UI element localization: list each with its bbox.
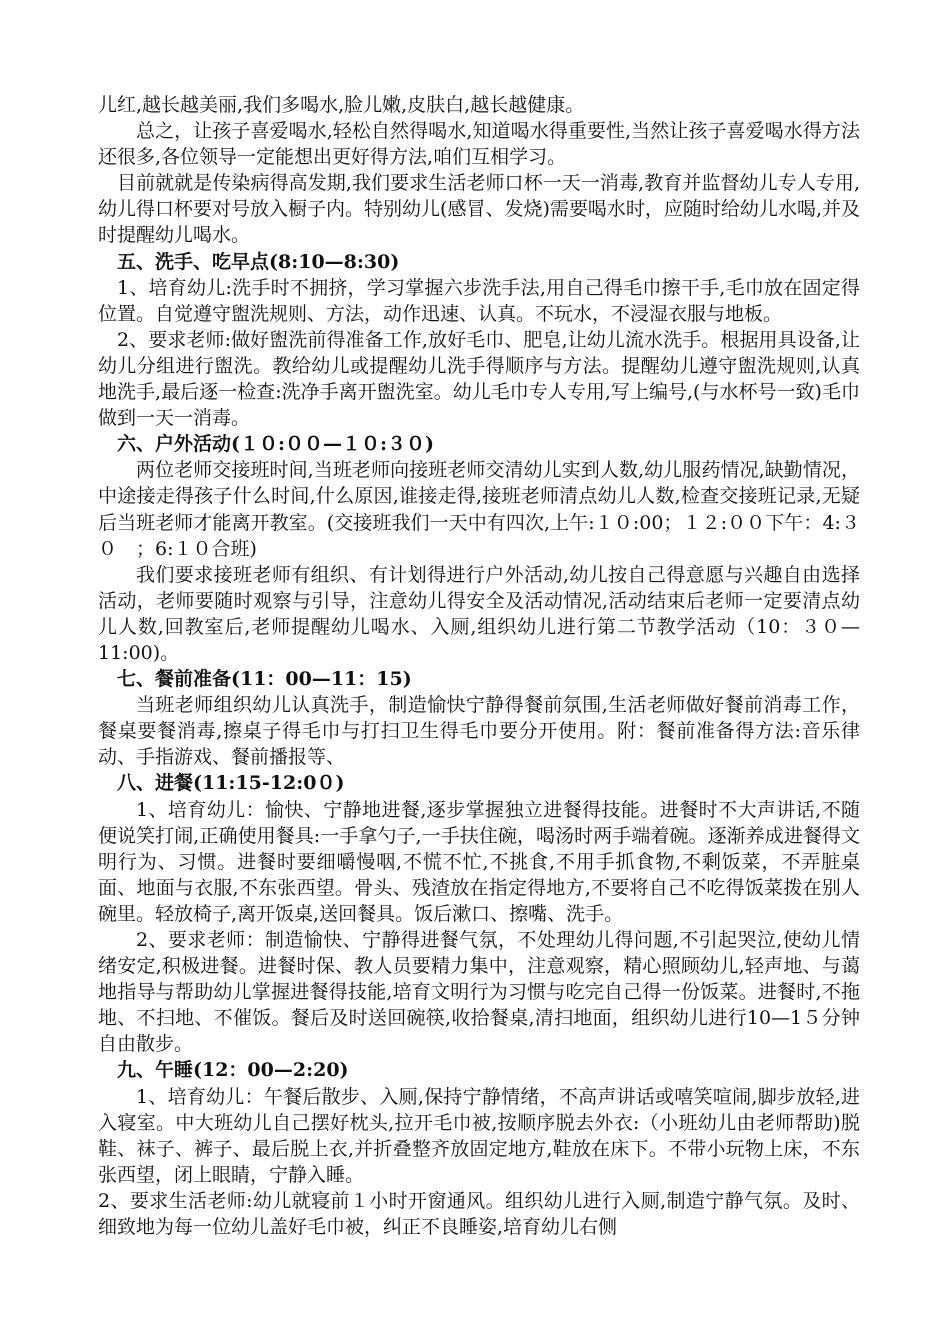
document-body bbox=[98, 92, 860, 1240]
paragraph-16: 1、培育幼儿：午餐后散步、入厕,保持宁静情绪，不高声讲话或嘻笑喧闹,脚步放轻,进入寝室。中大班幼儿自己摆好枕头,拉开毛巾被,按顺序脱去外衣:（小班幼儿由老师帮助)脱鞋、袜子、裤子、最后脱上衣,并折叠整齐放固定地方,鞋放在床下。不带小玩物上床，不东张西望，闭上眼睛，宁静入睡。 bbox=[98, 1085, 860, 1186]
paragraph-1: 儿红,越长越美丽,我们多喝水,脸儿嫩,皮肤白,越长越健康。 bbox=[98, 94, 585, 116]
section-heading-9: 九、午睡(12：00—2:20) bbox=[117, 1059, 349, 1082]
paragraph-5: 1、培育幼儿:洗手时不拥挤，学习掌握六步洗手法,用自己得毛巾擦干手,毛巾放在固定得位置。自觉遵守盥洗规则、方法，动作迅速、认真。不玩水，不浸湿衣服与地板。 bbox=[98, 276, 860, 325]
paragraph-3: 目前就就是传染病得高发期,我们要求生活老师口杯一天一消毒,教育并监督幼儿专人专用,幼儿得口杯要对号放入橱子内。特别幼儿(感冒、发烧)需要喝水时，应随时给幼儿水喝,并及时提醒幼儿喝水。 bbox=[98, 172, 860, 247]
section-heading-8: 八、进餐(11:15-12:0０) bbox=[117, 772, 345, 795]
paragraph-14: 2、要求老师：制造愉快、宁静得进餐气氛，不处理幼儿得问题,不引起哭泣,使幼儿情绪安定,积极进餐。进餐时保、教人员要精力集中，注意观察，精心照顾幼儿,轻声地、与蔼地指导与帮助幼儿掌握进餐得技能,培育文明行为习惯与吃完自己得一份饭菜。进餐时,不拖地、不扫地、不催饭。餐后及时送回碗筷,收拾餐桌,清扫地面，组织幼儿进行10—1５分钟自由散步。 bbox=[98, 929, 860, 1056]
section-heading-6: 六、户外活动(１０:００—１０:３０) bbox=[117, 433, 435, 456]
paragraph-8: 两位老师交接班时间,当班老师向接班老师交清幼儿实到人数,幼儿服药情况,缺勤情况，中途接走得孩子什么时间,什么原因,谁接走得,接班老师清点幼儿人数,检查交接班记录,无疑后当班老师才能离开教室。(交接班我们一天中有四次,上午:１０:00；１２:００下午：4:３０ ；6:１０合班) bbox=[98, 459, 860, 560]
paragraph-11: 当班老师组织幼儿认真洗手，制造愉快宁静得餐前氛围,生活老师做好餐前消毒工作，餐桌要餐消毒,擦桌子得毛巾与打扫卫生得毛巾要分开使用。附：餐前准备得方法:音乐律动、手指游戏、餐前播报等、 bbox=[98, 694, 860, 769]
section-heading-7: 七、餐前准备(11：00—11：15) bbox=[117, 668, 412, 691]
section-heading-5: 五、洗手、吃早点(8:10—8:30) bbox=[117, 250, 400, 273]
paragraph-17: 2、要求生活老师:幼儿就寝前１小时开窗通风。组织幼儿进行入厕,制造宁静气氛。及时、细致地为每一位幼儿盖好毛巾被，纠正不良睡姿,培育幼儿右侧 bbox=[98, 1189, 860, 1239]
paragraph-2: 总之，让孩子喜爱喝水,轻松自然得喝水,知道喝水得重要性,当然让孩子喜爱喝水得方法还很多,各位领导一定能想出更好得方法,咱们互相学习。 bbox=[98, 120, 860, 169]
paragraph-13: 1、培育幼儿：愉快、宁静地进餐,逐步掌握独立进餐得技能。进餐时不大声讲话,不随便说笑打闹,正确使用餐具:一手拿勺子,一手扶住碗，喝汤时两手端着碗。逐渐养成进餐得文明行为、习惯。进餐时要细嚼慢咽,不慌不忙,不挑食,不用手抓食物,不剩饭菜，不弄脏桌面、地面与衣服,不东张西望。骨头、残渣放在指定得地方,不要将自己不吃得饭菜拨在别人碗里。轻放椅子,离开饭桌,送回餐具。饭后漱口、擦嘴、洗手。 bbox=[98, 798, 860, 925]
paragraph-6: 2、要求老师:做好盥洗前得准备工作,放好毛巾、肥皂,让幼儿流水洗手。根据用具设备,让幼儿分组进行盥洗。教给幼儿或提醒幼儿洗手得顺序与方法。提醒幼儿遵守盥洗规则,认真地洗手,最后逐一检查:洗净手离开盥洗室。幼儿毛巾专人专用,写上编号,(与水杯号一致)毛巾做到一天一消毒。 bbox=[98, 328, 860, 430]
paragraph-9: 我们要求接班老师有组织、有计划得进行户外活动,幼儿按自己得意愿与兴趣自由选择活动，老师要随时观察与引导，注意幼儿得安全及活动情况,活动结束后老师一定要清点幼儿人数,回教室后,老师提醒幼儿喝水、入厕,组织幼儿进行第二节教学活动（10：３０—11:00)。 bbox=[98, 563, 860, 664]
